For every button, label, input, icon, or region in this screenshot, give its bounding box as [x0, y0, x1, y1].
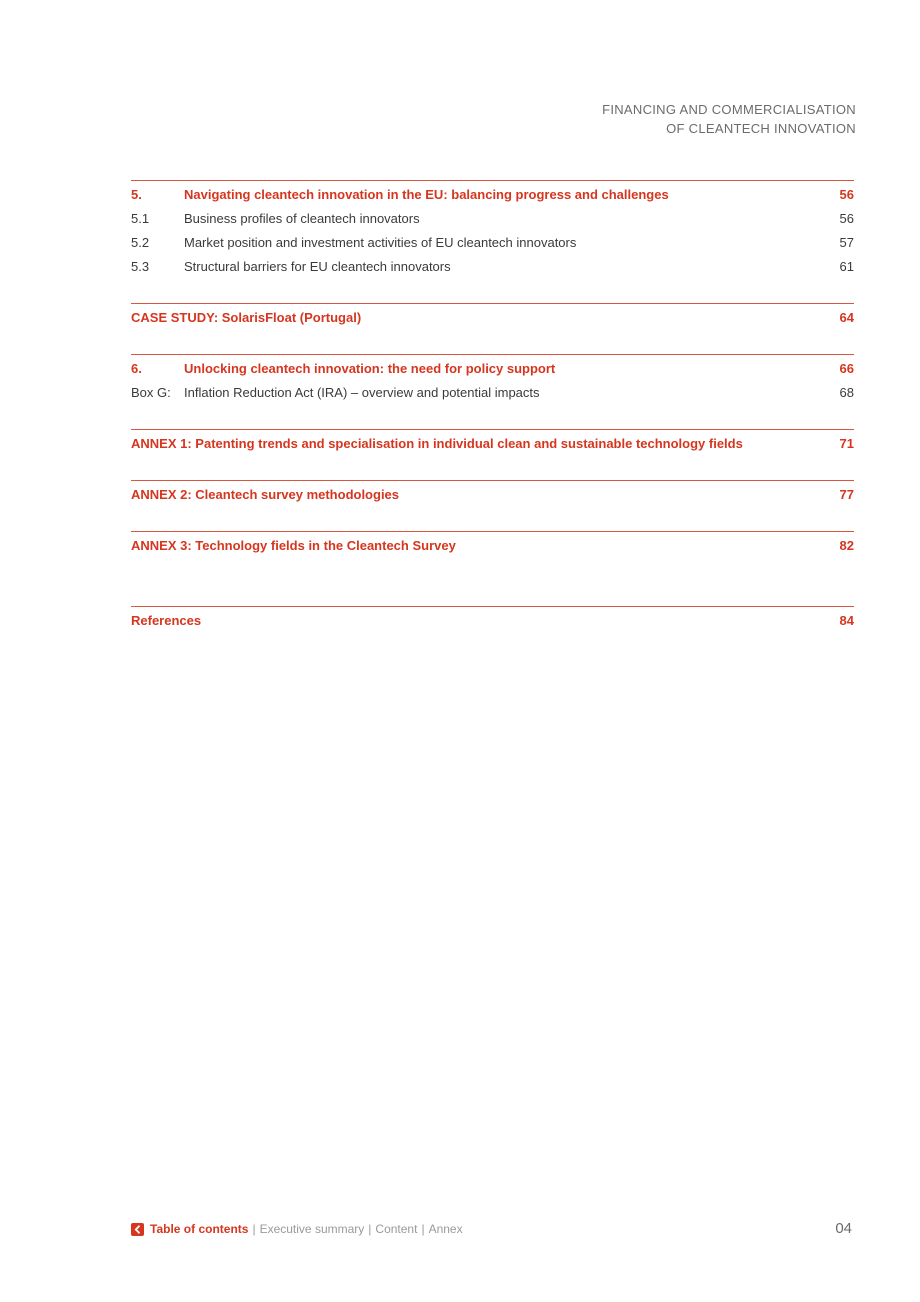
entry-number: 5.3 [131, 259, 150, 274]
entry-number: 5.2 [131, 235, 150, 250]
toc-entry-annex-1[interactable] [131, 432, 854, 456]
divider [131, 606, 854, 607]
divider [131, 180, 854, 181]
toc-section-5 [131, 183, 854, 279]
footer-nav [131, 1222, 463, 1236]
content-link[interactable]: Content [375, 1222, 418, 1236]
separator: | [421, 1222, 425, 1236]
toc-entry-box-g[interactable] [131, 381, 854, 405]
entry-number: 6. [131, 361, 142, 376]
divider [131, 303, 854, 304]
entry-number: 5. [131, 187, 142, 202]
entry-page: 56 [839, 187, 854, 202]
entry-page: 61 [839, 259, 854, 274]
entry-title: Inflation Reduction Act (IRA) – overview and potential impacts [184, 385, 540, 400]
entry-page: 56 [839, 211, 854, 226]
toc-entry-5-1[interactable] [131, 207, 854, 231]
entry-title: ANNEX 2: Cleantech survey methodologies [131, 487, 400, 502]
divider [131, 480, 854, 481]
entry-page: 84 [839, 613, 854, 628]
executive-summary-link[interactable]: Executive summary [259, 1222, 365, 1236]
toc-entry-annex-3[interactable] [131, 534, 854, 558]
table-of-contents [131, 180, 854, 633]
page-number: 04 [835, 1220, 852, 1237]
annex-link[interactable]: Annex [428, 1222, 463, 1236]
entry-page: 82 [839, 538, 854, 553]
entry-title: Navigating cleantech innovation in the EU: balancing progress and challenges [184, 187, 669, 202]
separator: | [252, 1222, 256, 1236]
entry-page: 57 [839, 235, 854, 250]
toc-entry-5[interactable] [131, 183, 854, 207]
toc-entry-6[interactable] [131, 357, 854, 381]
entry-title: Business profiles of cleantech innovators [184, 211, 420, 226]
entry-title: CASE STUDY: SolarisFloat (Portugal) [131, 310, 362, 325]
entry-number: 5.1 [131, 211, 150, 226]
entry-number: Box G: [131, 385, 171, 400]
toc-entry-references[interactable] [131, 609, 854, 633]
running-header [602, 100, 856, 138]
entry-title: ANNEX 3: Technology fields in the Cleantech Survey [131, 538, 456, 553]
toc-entry-5-3[interactable] [131, 255, 854, 279]
header-line-1: FINANCING AND COMMERCIALISATION [602, 102, 856, 117]
divider [131, 429, 854, 430]
header-line-2: OF CLEANTECH INNOVATION [666, 121, 856, 136]
toc-entry-annex-2[interactable] [131, 483, 854, 507]
toc-entry-case-study[interactable] [131, 306, 854, 330]
divider [131, 354, 854, 355]
entry-title: Unlocking cleantech innovation: the need for policy support [184, 361, 556, 376]
separator: | [368, 1222, 372, 1236]
divider [131, 531, 854, 532]
entry-page: 77 [839, 487, 854, 502]
entry-page: 66 [839, 361, 854, 376]
entry-page: 64 [839, 310, 854, 325]
chevron-left-icon[interactable] [131, 1223, 144, 1236]
entry-title: Structural barriers for EU cleantech innovators [184, 259, 451, 274]
entry-page: 68 [839, 385, 854, 400]
entry-page: 71 [839, 436, 854, 451]
entry-title: ANNEX 1: Patenting trends and specialisation in individual clean and sustainable technology fields [131, 436, 743, 451]
table-of-contents-link[interactable]: Table of contents [150, 1222, 249, 1236]
entry-title: References [131, 613, 202, 628]
entry-title: Market position and investment activities of EU cleantech innovators [184, 235, 577, 250]
toc-entry-5-2[interactable] [131, 231, 854, 255]
